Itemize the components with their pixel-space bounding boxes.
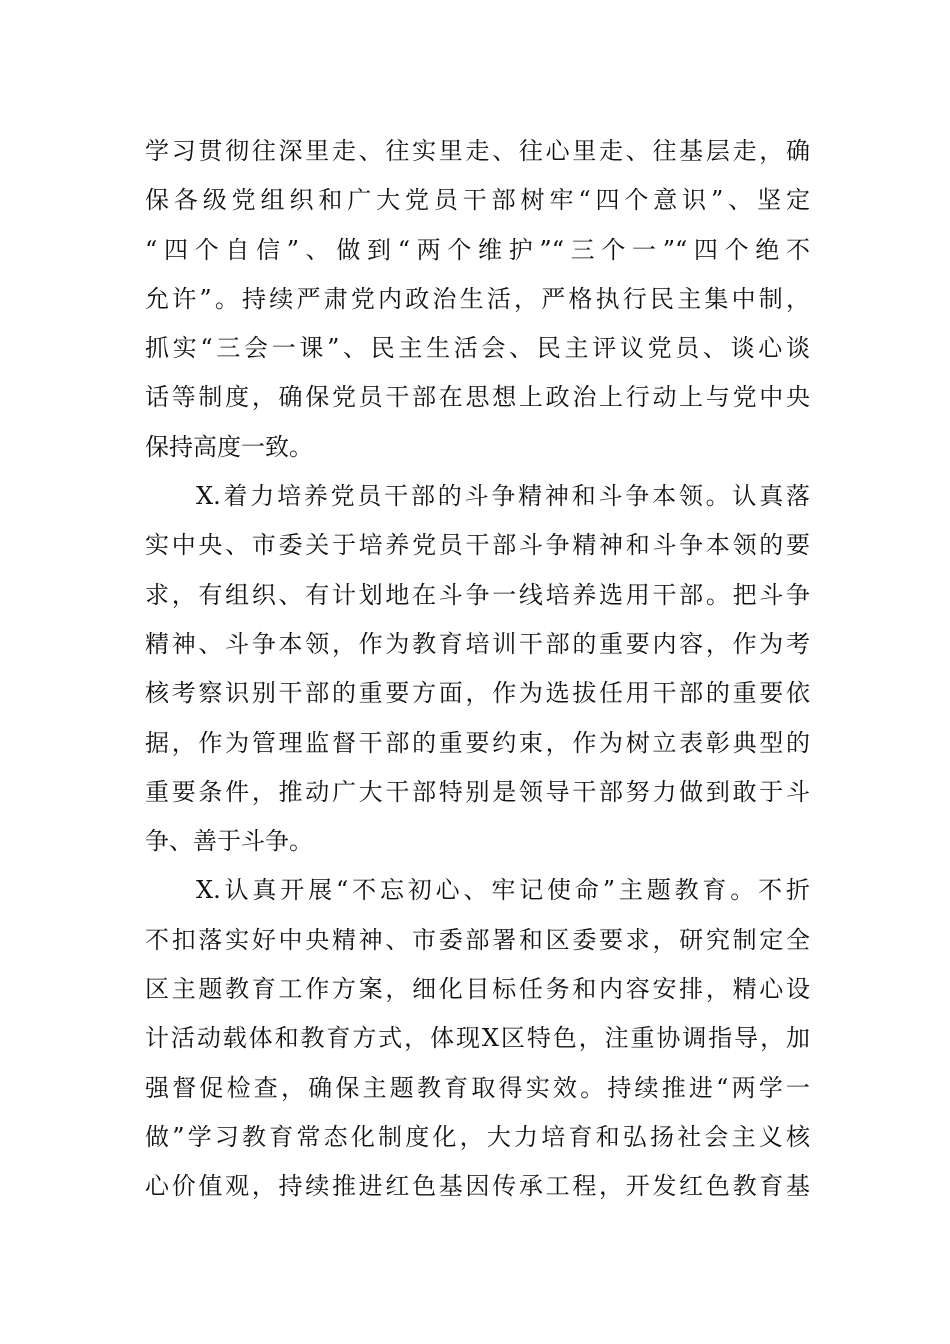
document-body: [145, 127, 810, 1212]
text-line: X.着力培养党员干部的斗争精神和斗争本领。认真落: [196, 482, 810, 511]
text-line: 允许”。持续严肃党内政治生活，严格执行民主集中制，: [145, 284, 810, 313]
paragraph-struggle-spirit: [145, 472, 810, 866]
text-line: 区主题教育工作方案，细化目标任务和内容安排，精心设: [145, 975, 810, 1004]
text-line: 核考察识别干部的重要方面，作为选拔任用干部的重要依: [145, 679, 810, 708]
text-line: 学习贯彻往深里走、往实里走、往心里走、往基层走，确: [145, 137, 810, 165]
text-line: 精神、斗争本领，作为教育培训干部的重要内容，作为考: [145, 629, 810, 658]
paragraph-theme-education: [145, 866, 810, 1211]
text-line: 保持高度一致。: [145, 432, 313, 461]
text-line: 心价值观，持续推进红色基因传承工程，开发红色教育基: [145, 1172, 810, 1201]
text-line: 话等制度，确保党员干部在思想上政治上行动上与党中央: [145, 383, 810, 412]
text-line: 计活动载体和教育方式，体现X区特色，注重协调指导，加: [145, 1024, 810, 1053]
text-line: 保各级党组织和广大党员干部树牢“四个意识”、坚定: [145, 186, 810, 215]
text-line: 重要条件，推动广大干部特别是领导干部努力做到敢于斗: [145, 777, 810, 806]
text-line: 强督促检查，确保主题教育取得实效。持续推进“两学一: [145, 1073, 810, 1102]
text-line: 实中央、市委关于培养党员干部斗争精神和斗争本领的要: [145, 531, 810, 560]
paragraph-continuation: [145, 127, 810, 472]
text-line: 不扣落实好中央精神、市委部署和区委要求，研究制定全: [145, 925, 810, 954]
text-line: 据，作为管理监督干部的重要约束，作为树立表彰典型的: [145, 728, 810, 757]
text-line: 争、善于斗争。: [145, 827, 313, 856]
text-line: X.认真开展“不忘初心、牢记使命”主题教育。不折: [196, 876, 810, 905]
text-line: 做”学习教育常态化制度化，大力培育和弘扬社会主义核: [145, 1122, 810, 1151]
text-line: 求，有组织、有计划地在斗争一线培养选用干部。把斗争: [145, 580, 810, 609]
text-line: “四个自信”、做到“两个维护”“三个一”“四个绝不: [145, 235, 810, 264]
text-line: 抓实“三会一课”、民主生活会、民主评议党员、谈心谈: [145, 334, 810, 363]
